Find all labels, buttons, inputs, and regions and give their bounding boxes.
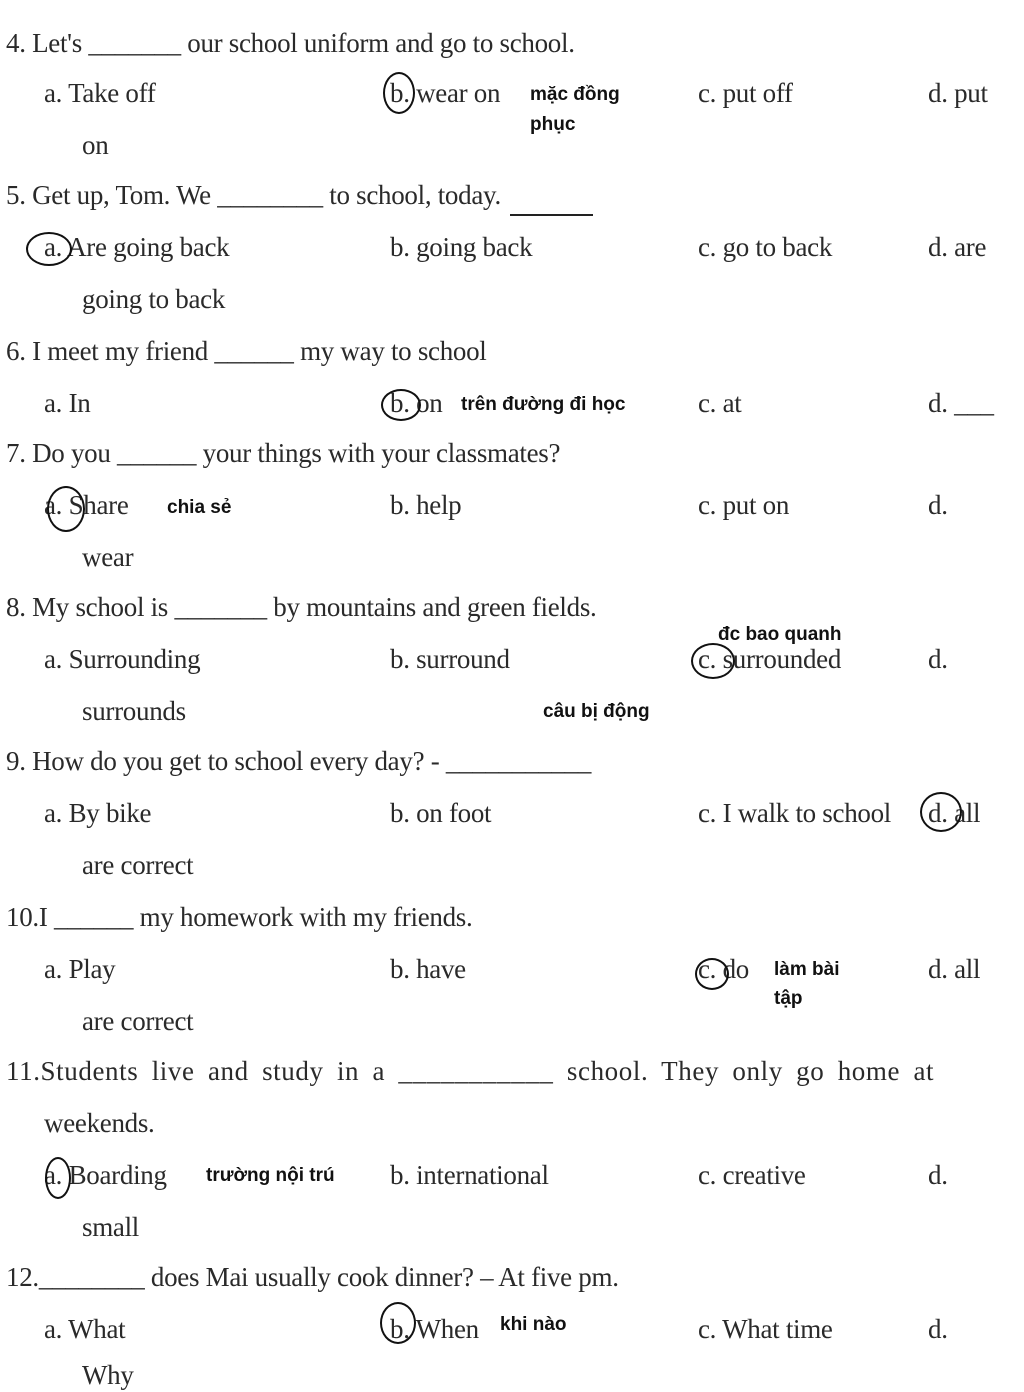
q11-stem: 11.Students live and study in a ___________ school. They only go home at [6,1056,935,1086]
q8-option-a: a. Surrounding [44,644,201,674]
q10-note-line1: làm bài [774,959,840,980]
q11-option-c: c. creative [698,1160,806,1190]
q8-option-d-wrap: surrounds [82,696,186,726]
q12-note: khi nào [500,1314,567,1335]
q9-option-d: d. all [928,798,981,828]
q12-stem: 12.________ does Mai usually cook dinner? – At five pm. [6,1262,619,1292]
q6-answer-circle [381,389,421,421]
q11-option-b: b. international [390,1160,549,1190]
q5-option-b: b. going back [390,232,533,262]
q10-option-a: a. Play [44,954,116,984]
q6-option-d: d. ___ [928,388,994,418]
q4-answer-circle [383,72,415,114]
q11-note: trường nội trú [206,1165,335,1186]
q11-option-a: a. Boarding [44,1160,167,1190]
q5-option-d-wrap: going to back [82,284,226,314]
q9-option-c: c. I walk to school [698,798,892,828]
q8-answer-circle [691,643,735,679]
q6-stem: 6. I meet my friend ______ my way to school [6,336,487,366]
q11-option-d-wrap: small [82,1212,139,1242]
q10-option-d: d. all [928,954,981,984]
q7-option-d-wrap: wear [82,542,134,572]
q4-option-d: d. put [928,78,988,108]
q6-option-c: c. at [698,388,742,418]
q4-note-line2: phục [530,114,576,135]
q7-answer-circle [47,486,85,532]
q7-note: chia sẻ [167,497,232,518]
q10-stem: 10.I ______ my homework with my friends. [6,902,473,932]
q7-option-a: a. Share [44,490,129,520]
q5-option-d: d. are [928,232,987,262]
q9-option-d-wrap: are correct [82,850,194,880]
q10-note-line2: tập [774,988,803,1009]
q4-option-c: c. put off [698,78,793,108]
q11-answer-circle [45,1157,71,1199]
q9-option-b: b. on foot [390,798,492,828]
q9-stem: 9. How do you get to school every day? - ___________ [6,746,592,776]
q9-option-a: a. By bike [44,798,152,828]
q8-note: đc bao quanh [718,624,842,645]
q7-stem: 7. Do you ______ your things with your classmates? [6,438,561,468]
q8-option-b: b. surround [390,644,510,674]
q4-note-line1: mặc đồng [530,84,620,105]
q12-option-d: d. [928,1314,948,1344]
q4-stem: 4. Let's _______ our school uniform and go to school. [6,28,575,58]
q4-option-a: a. Take off [44,78,156,108]
q12-option-d-wrap: Why [82,1360,134,1390]
q12-option-b: b. When [390,1314,479,1344]
q5-option-c: c. go to back [698,232,833,262]
q12-answer-circle [380,1302,416,1344]
q12-option-a: a. What [44,1314,126,1344]
q7-option-d: d. [928,490,948,520]
q12-option-c: c. What time [698,1314,833,1344]
q8-note-passive: câu bị động [543,701,650,722]
q10-option-d-wrap: are correct [82,1006,194,1036]
q7-option-c: c. put on [698,490,790,520]
q8-stem: 8. My school is _______ by mountains and green fields. [6,592,597,622]
q5-underline-today [510,214,593,216]
q9-answer-circle [920,792,962,832]
q8-option-c: c. surrounded [698,644,842,674]
q5-answer-circle [26,232,72,266]
q10-option-c: c. do [698,954,749,984]
q4-option-d-wrap: on [82,130,109,160]
q10-answer-circle [695,958,729,990]
q11-option-d: d. [928,1160,948,1190]
q6-note: trên đường đi học [461,394,626,415]
q6-option-b: b. on [390,388,443,418]
q6-option-a: a. In [44,388,91,418]
q10-option-b: b. have [390,954,466,984]
q5-option-a: a. Are going back [44,232,230,262]
q8-option-d: d. [928,644,948,674]
q5-stem: 5. Get up, Tom. We ________ to school, today. [6,180,501,210]
q11-stem-wrap: weekends. [44,1108,155,1138]
q4-option-b: b. wear on [390,78,501,108]
q7-option-b: b. help [390,490,462,520]
